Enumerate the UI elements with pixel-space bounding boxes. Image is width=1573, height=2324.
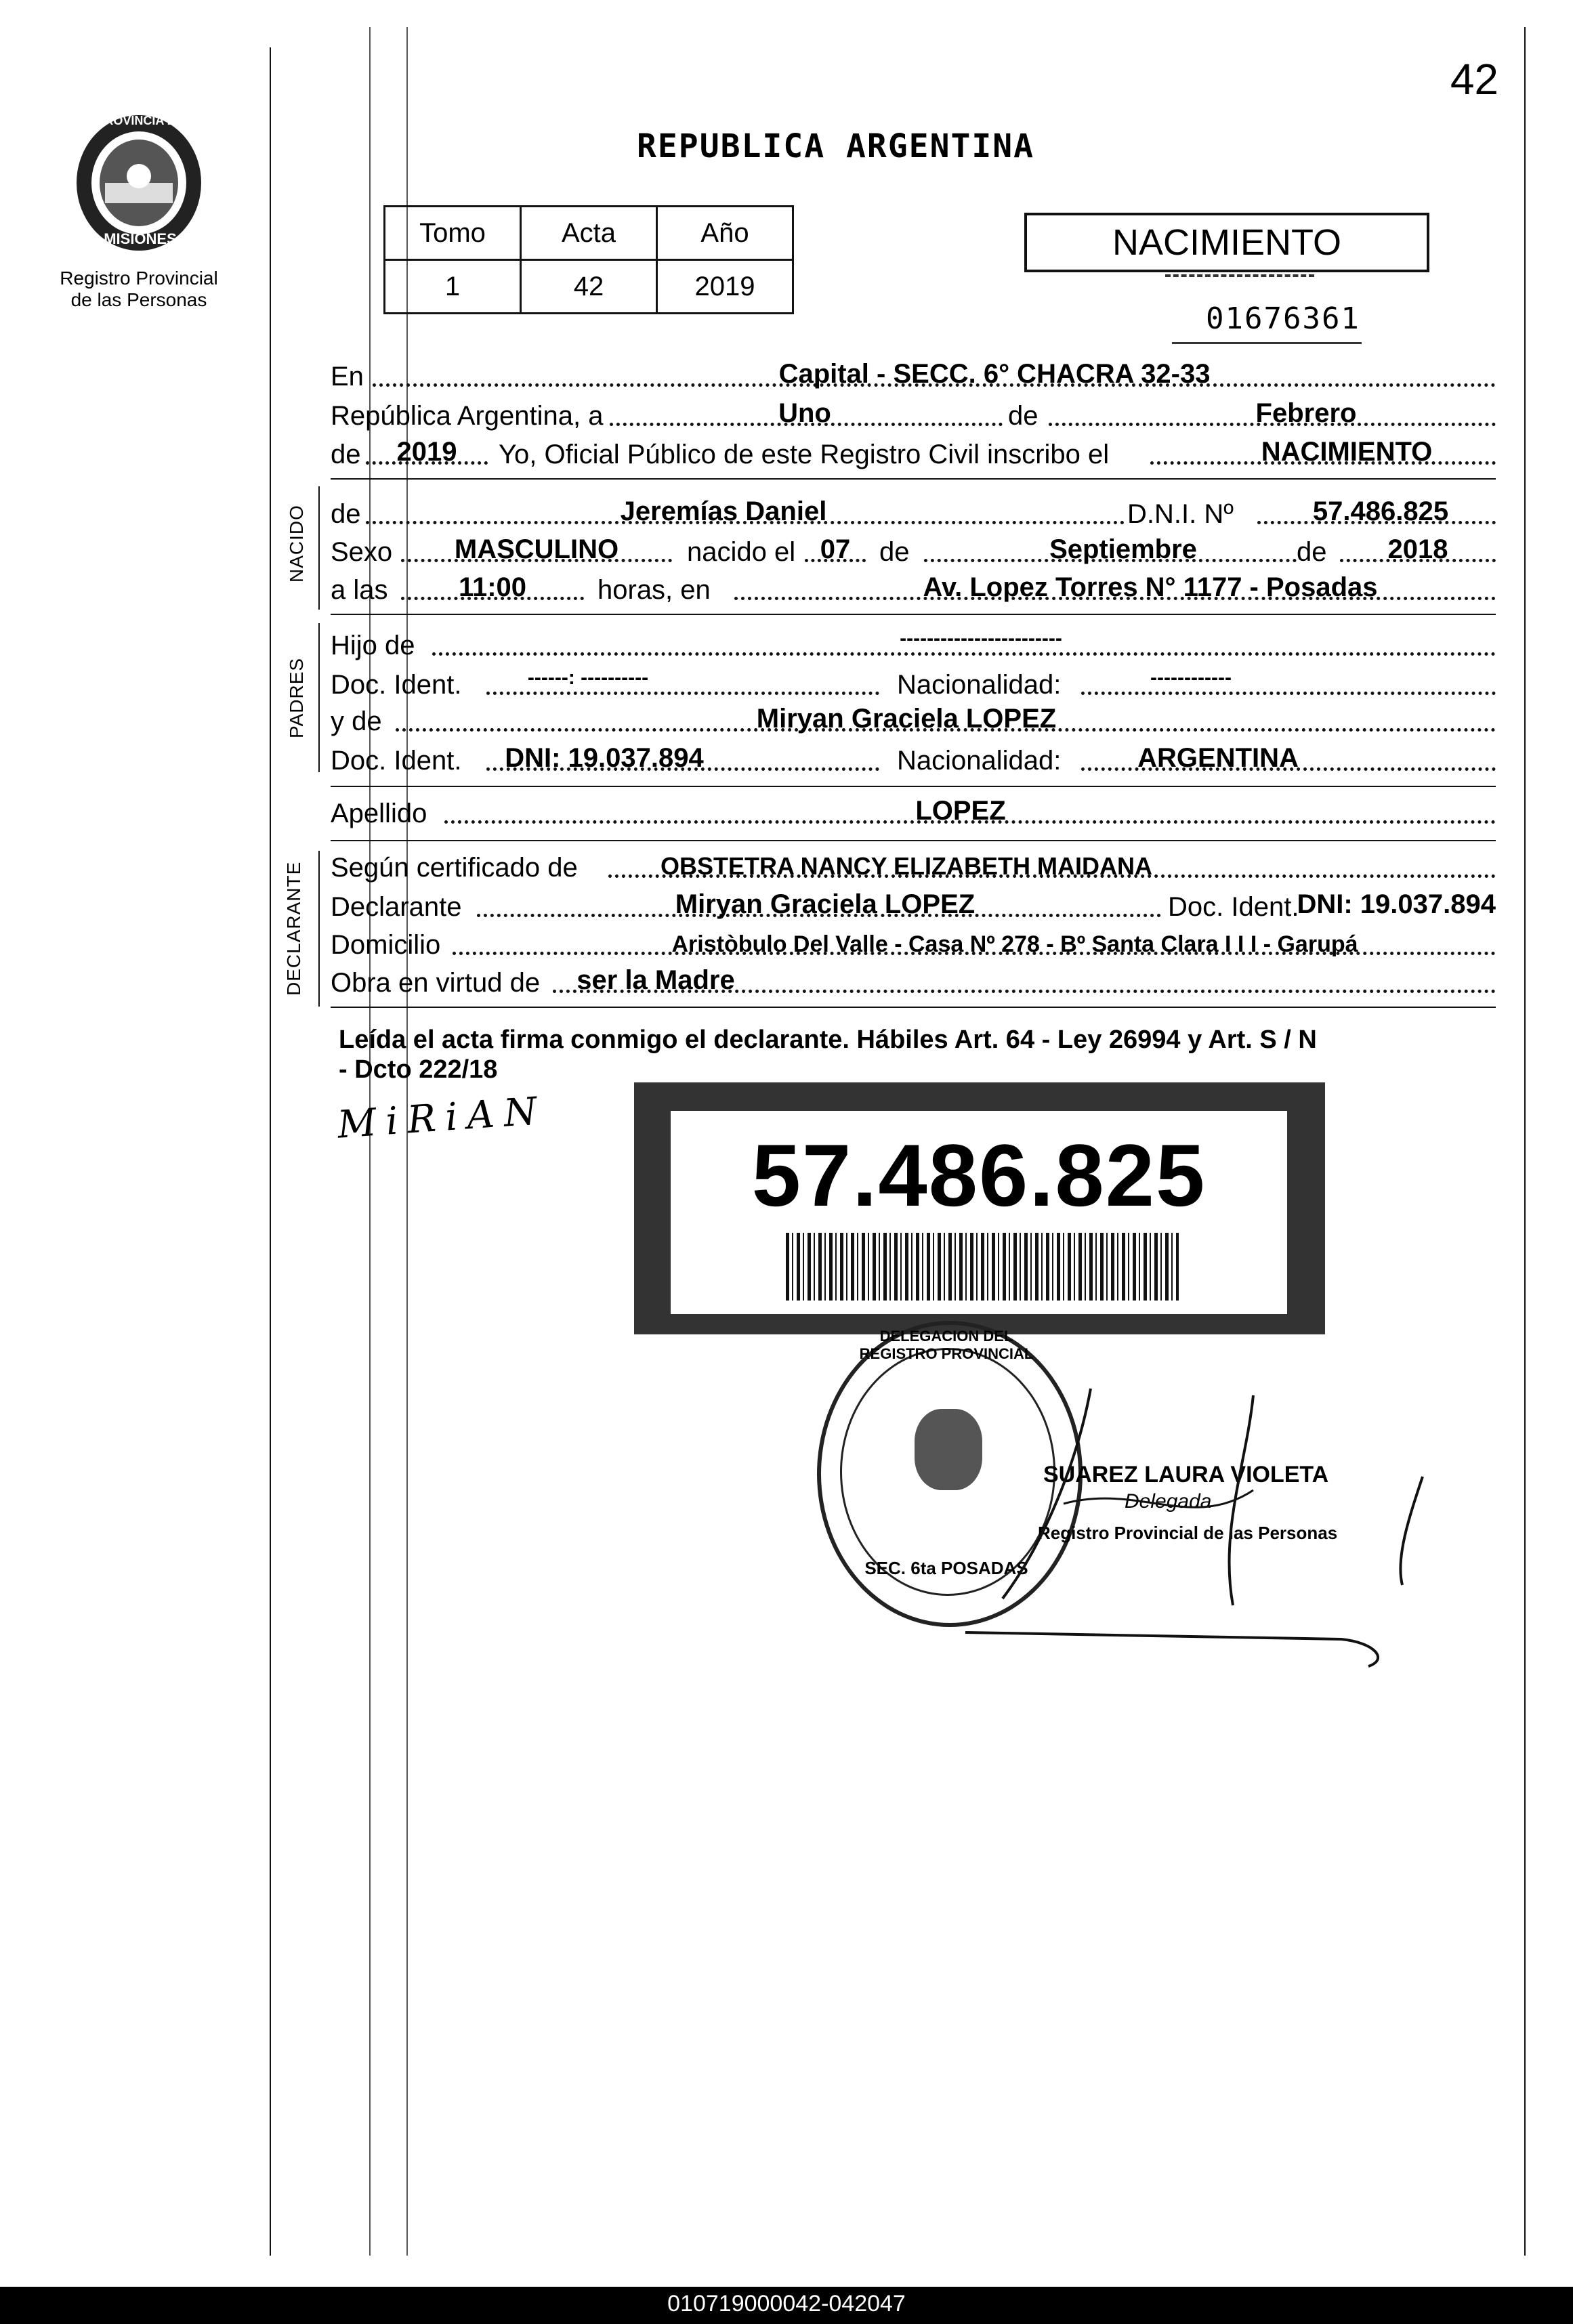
left-margin-line [270,47,271,2256]
child-name: Jeremías Daniel [620,497,827,526]
section-divider [331,786,1496,787]
seal-text-bottom: MISIONES [104,230,177,247]
row-en [331,356,1496,396]
certificate-value: OBSTETRA NANCY ELIZABETH MAIDANA [660,852,1152,880]
acta-value: 42 [521,260,657,314]
alas-label: a las [331,575,388,605]
registry-line-1: Registro Provincial [60,268,218,289]
nacido-label: nacido el [687,537,796,567]
doc1-label: Doc. Ident. [331,670,462,700]
de-label: de [1008,401,1039,431]
hijo-label: Hijo de [331,631,415,660]
birth-year: 2018 [1387,534,1448,564]
birth-day: 07 [820,534,851,564]
mother-doc: DNI: 19.037.894 [505,743,704,773]
side-label-declarante: DECLARANTE [283,861,304,996]
en-label: En [331,362,364,392]
month-value: Febrero [1255,398,1357,428]
handwritten-name: MiRiAN [336,1089,548,1147]
tomo-header: Tomo [385,207,521,260]
row-obra [331,962,1496,1002]
declarante-doc: DNI: 19.037.894 [1297,889,1496,919]
act-type-box: NACIMIENTO [1024,213,1429,272]
stamp-ring-top: DELEGACION DEL REGISTRO PROVINCIAL [859,1328,1034,1362]
row-sex [331,531,1496,572]
obra-label: Obra en virtud de [331,968,541,998]
acta-header: Acta [521,207,657,260]
de4-label: de [1297,537,1327,567]
sexo-value: MASCULINO [454,534,619,564]
dni-label: D.N.I. Nº [1127,499,1234,529]
declarante-label: Declarante [331,892,462,922]
row-date [331,395,1496,436]
closing-line-1: Leída el acta firma conmigo el declarante. Hábiles Art. 64 - Ley 26994 y Art. S / N [339,1026,1317,1054]
row-mother [331,700,1496,741]
republica-label: República Argentina, a [331,401,604,431]
dots [432,652,1496,656]
segun-label: Según certificado de [331,853,578,883]
side-label-padres: PADRES [286,657,307,738]
nac2-label: Nacionalidad: [897,746,1062,776]
declarante-value: Miryan Graciela LOPEZ [675,889,976,919]
row-doc2 [331,740,1496,780]
row-doc1 [331,664,1496,704]
nac1-label: Nacionalidad: [897,670,1062,700]
section-bracket [318,486,320,610]
father-nationality: ------------ [1150,667,1232,689]
row-name [331,493,1496,534]
dots [1081,692,1496,695]
birth-month: Septiembre [1049,534,1197,564]
father-doc: ------: ---------- [527,667,649,689]
section-bracket [318,851,320,1007]
de3-label: de [879,537,910,567]
sexo-label: Sexo [331,537,393,567]
domicilio-value: Aristòbulo Del Valle - Casa Nº 278 - Bº Santa Clara I I I - Garupá [671,931,1358,957]
dots [486,692,879,695]
barcode [786,1233,1179,1301]
document-title: REPUBLICA ARGENTINA [637,127,1035,165]
apellido-value: LOPEZ [915,796,1006,826]
official-role: Delegada [1125,1490,1212,1513]
serial-underline [1172,342,1362,344]
apellido-label: Apellido [331,799,427,828]
decl-doc-label: Doc. Ident. [1168,892,1299,922]
row-declarante [331,886,1496,927]
section-divider [331,614,1496,615]
right-margin-line [1524,27,1526,2256]
obra-value: ser la Madre [576,965,735,995]
tomo-value: 1 [385,260,521,314]
place-value: Capital - SECC. 6° CHACRA 32-33 [778,359,1211,389]
anio-header: Año [657,207,793,260]
closing-line-2: - Dcto 222/18 [339,1055,498,1084]
scribble [1165,274,1314,280]
dni-value: 57.486.825 [1312,497,1449,526]
birth-place: Av. Lopez Torres N° 1177 - Posadas [923,572,1378,602]
section-divider [331,478,1496,480]
row-year [331,434,1496,474]
mother-nationality: ARGENTINA [1137,743,1299,773]
yde-label: y de [331,706,382,736]
signature [962,1382,1477,1680]
name-label: de [331,499,361,529]
domicilio-label: Domicilio [331,930,441,960]
stamp-ring-bottom: SEC. 6ta POSADAS [864,1558,1028,1578]
side-label-nacido: NACIDO [286,505,307,583]
sticker-number: 57.486.825 [751,1126,1207,1225]
anio-value: 2019 [657,260,793,314]
official-org: Registro Provincial de las Personas [1038,1523,1338,1543]
row-domicilio [331,924,1496,965]
registry-label [41,268,237,311]
section-divider [331,840,1496,841]
mother-name: Miryan Graciela LOPEZ [756,704,1057,734]
year-value: 2019 [396,437,457,467]
row-segun [331,847,1496,887]
page-number: 42 [1450,55,1498,104]
registry-reference-table [383,205,794,314]
birth-time: 11:00 [458,572,527,602]
day-value: Uno [778,398,831,428]
footer-code: 010719000042-042047 [667,2291,906,2317]
official-name: SUAREZ LAURA VIOLETA [1043,1462,1329,1487]
horas-label: horas, en [597,575,711,605]
oficial-text: Yo, Oficial Público de este Registro Civil inscribo el [499,440,1110,469]
doc2-label: Doc. Ident. [331,746,462,776]
row-apellido [331,793,1496,833]
de2-label: de [331,440,361,469]
serial-number: 01676361 [1206,301,1360,336]
father-value: ------------------------ [900,627,1062,650]
row-time [331,569,1496,610]
section-divider [331,1007,1496,1008]
registry-line-2: de las Personas [70,289,207,310]
seal-text-top: PROVINCIA DE [96,114,184,127]
row-hijo [331,625,1496,665]
section-bracket [318,623,320,772]
act-value: NACIMIENTO [1261,437,1433,467]
